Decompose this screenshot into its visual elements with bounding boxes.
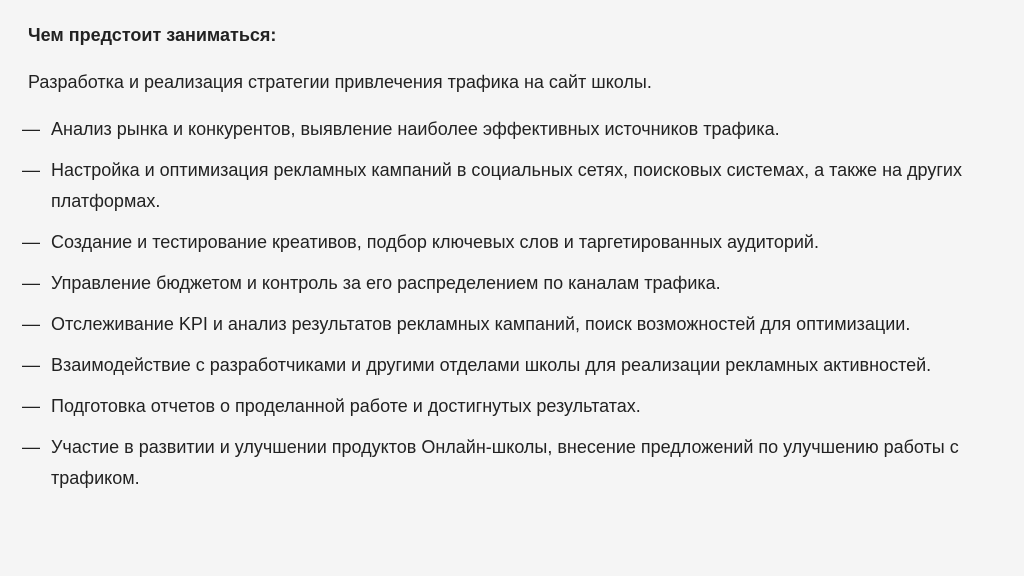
list-item xyxy=(22,227,1000,258)
duty-text: Настройка и оптимизация рекламных кампаний в социальных сетях, поисковых системах, а также на других платформах. xyxy=(51,160,962,211)
duty-text: Взаимодействие с разработчиками и другими отделами школы для реализации рекламных активностей. xyxy=(51,355,932,375)
duty-text: Подготовка отчетов о проделанной работе и достигнутых результатах. xyxy=(51,396,641,416)
intro-text: Разработка и реализация стратегии привлечения трафика на сайт школы. xyxy=(28,72,652,92)
dash-marker: — xyxy=(22,437,40,457)
list-item xyxy=(22,350,1000,381)
dash-marker: — xyxy=(22,314,40,334)
list-item xyxy=(22,114,1000,145)
duty-text: Анализ рынка и конкурентов, выявление наиболее эффективных источников трафика. xyxy=(51,119,780,139)
list-item xyxy=(22,432,1000,494)
dash-marker: — xyxy=(22,396,40,416)
duty-text: Отслеживание KPI и анализ результатов рекламных кампаний, поиск возможностей для оптимизации. xyxy=(51,314,911,334)
dash-marker: — xyxy=(22,355,40,375)
duties-list xyxy=(22,114,1000,494)
duty-text: Создание и тестирование креативов, подбор ключевых слов и таргетированных аудиторий. xyxy=(51,232,819,252)
list-item xyxy=(22,309,1000,340)
dash-marker: — xyxy=(22,273,40,293)
dash-marker: — xyxy=(22,232,40,252)
duty-text: Управление бюджетом и контроль за его распределением по каналам трафика. xyxy=(51,273,721,293)
dash-marker: — xyxy=(22,119,40,139)
list-item xyxy=(22,391,1000,422)
list-item xyxy=(22,155,1000,217)
duty-text: Участие в развитии и улучшении продуктов Онлайн-школы, внесение предложений по улучшению работы с трафиком. xyxy=(51,437,959,488)
dash-marker: — xyxy=(22,160,40,180)
section-heading: Чем предстоит заниматься: xyxy=(28,25,277,45)
list-item xyxy=(22,268,1000,299)
